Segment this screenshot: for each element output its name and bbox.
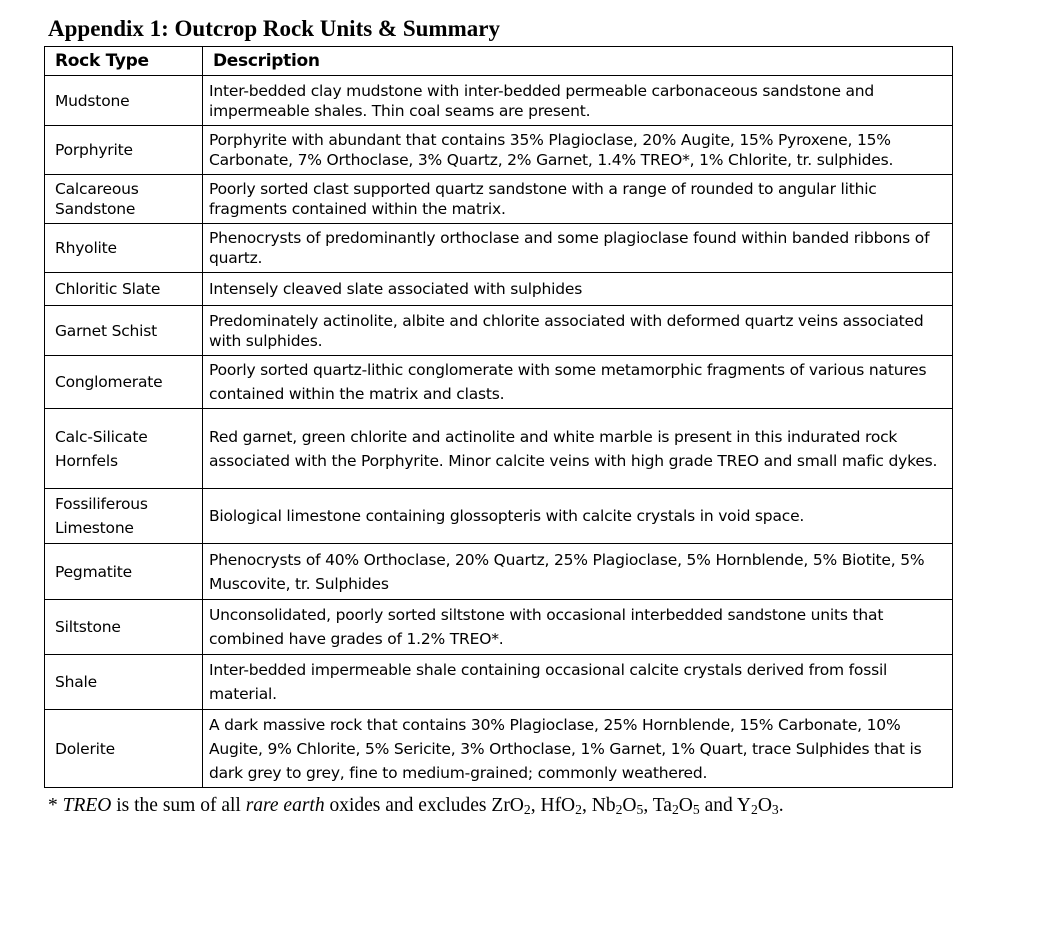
formula-separator: , [581, 795, 592, 816]
rock-type-cell: Shale [45, 655, 203, 710]
table-row [45, 76, 953, 126]
rock-type-cell: Mudstone [45, 76, 203, 126]
table-row [45, 224, 953, 273]
footnote-text: oxides and excludes [324, 795, 492, 816]
table-row [45, 489, 953, 544]
rock-type-cell: Fossiliferous Limestone [45, 489, 203, 544]
table-row [45, 544, 953, 600]
table-row [45, 600, 953, 655]
formula-subscript: 3 [771, 802, 779, 817]
description-cell: Porphyrite with abundant that contains 35% Plagioclase, 20% Augite, 15% Pyroxene, 15% Carbonate, 7% Orthoclase, 3% Quartz, 2% Garnet, 1.4% TREO*, 1% Chlorite, tr. sulphides. [203, 126, 953, 175]
formula-subscript: 2 [671, 802, 679, 817]
rock-type-cell: Rhyolite [45, 224, 203, 273]
formula-subscript: 2 [615, 802, 623, 817]
table-row [45, 710, 953, 788]
column-header-description: Description [203, 47, 953, 76]
column-header-rock-type: Rock Type [45, 47, 203, 76]
table-row [45, 409, 953, 489]
description-cell: A dark massive rock that contains 30% Plagioclase, 25% Hornblende, 15% Carbonate, 10% Augite, 9% Chlorite, 5% Sericite, 3% Orthoclase, 1% Garnet, 1% Quart, trace Sulphides that is dark grey to grey, fine to medium-grained; commonly weathered. [203, 710, 953, 788]
formula-part: Ta [652, 795, 672, 816]
formula-subscript: 2 [575, 802, 582, 817]
footnote-emphasis: rare earth [245, 795, 325, 816]
formula-subscript: 5 [636, 802, 644, 817]
footnote-term: TREO [62, 795, 112, 816]
formula-separator: . [778, 795, 784, 816]
formula-separator: , [643, 795, 653, 816]
table-row [45, 356, 953, 409]
page-title: Appendix 1: Outcrop Rock Units & Summary [48, 16, 500, 41]
formula-subscript: 5 [692, 802, 700, 817]
formula-part: O [678, 795, 693, 816]
description-cell: Inter-bedded impermeable shale containing occasional calcite crystals derived from fossil material. [203, 655, 953, 710]
formula-subscript: 2 [750, 802, 758, 817]
table-row [45, 655, 953, 710]
description-cell: Phenocrysts of predominantly orthoclase and some plagioclase found within banded ribbons of quartz. [203, 224, 953, 273]
footnote-marker: * [48, 795, 63, 816]
rock-type-cell: Pegmatite [45, 544, 203, 600]
formula-separator: and [699, 795, 737, 816]
formula-part: O [757, 795, 772, 816]
footnote [48, 793, 784, 819]
description-cell: Red garnet, green chlorite and actinolite and white marble is present in this indurated rock associated with the Porphyrite. Minor calcite veins with high grade TREO and small mafic dykes. [203, 409, 953, 489]
rock-type-cell: Chloritic Slate [45, 273, 203, 306]
rock-units-table [44, 46, 953, 788]
table-header-row [45, 47, 953, 76]
rock-type-cell: Siltstone [45, 600, 203, 655]
oxide-formula [653, 795, 737, 816]
description-cell: Predominately actinolite, albite and chlorite associated with deformed quartz veins associated with sulphides. [203, 306, 953, 356]
description-cell: Intensely cleaved slate associated with sulphides [203, 273, 953, 306]
description-cell: Inter-bedded clay mudstone with inter-bedded permeable carbonaceous sandstone and impermeable shales. Thin coal seams are present. [203, 76, 953, 126]
footnote-text: is the sum of all [111, 795, 246, 816]
description-cell: Phenocrysts of 40% Orthoclase, 20% Quartz, 25% Plagioclase, 5% Hornblende, 5% Biotite, 5% Muscovite, tr. Sulphides [203, 544, 953, 600]
rock-type-cell: Calcareous Sandstone [45, 175, 203, 224]
description-cell: Poorly sorted clast supported quartz sandstone with a range of rounded to angular lithic fragments contained within the matrix. [203, 175, 953, 224]
description-cell: Unconsolidated, poorly sorted siltstone with occasional interbedded sandstone units that combined have grades of 1.2% TREO*. [203, 600, 953, 655]
oxide-formula [540, 795, 591, 816]
oxide-formula [592, 795, 653, 816]
table-row [45, 126, 953, 175]
oxide-formula [737, 795, 784, 816]
rock-type-cell: Porphyrite [45, 126, 203, 175]
rock-type-cell: Conglomerate [45, 356, 203, 409]
formula-part: ZrO [491, 795, 524, 816]
rock-type-cell: Dolerite [45, 710, 203, 788]
formula-subscript: 2 [523, 802, 531, 817]
formula-separator: , [530, 795, 541, 816]
formula-part: Nb [591, 795, 616, 816]
rock-type-cell: Garnet Schist [45, 306, 203, 356]
formula-part: Y [736, 795, 751, 816]
oxide-formula [491, 795, 540, 816]
rock-type-cell: Calc-Silicate Hornfels [45, 409, 203, 489]
table-row [45, 273, 953, 306]
formula-part: O [622, 795, 637, 816]
description-cell: Biological limestone containing glossopteris with calcite crystals in void space. [203, 489, 953, 544]
table-row [45, 306, 953, 356]
description-cell: Poorly sorted quartz-lithic conglomerate with some metamorphic fragments of various natures contained within the matrix and clasts. [203, 356, 953, 409]
formula-part: HfO [540, 795, 576, 816]
table-row [45, 175, 953, 224]
